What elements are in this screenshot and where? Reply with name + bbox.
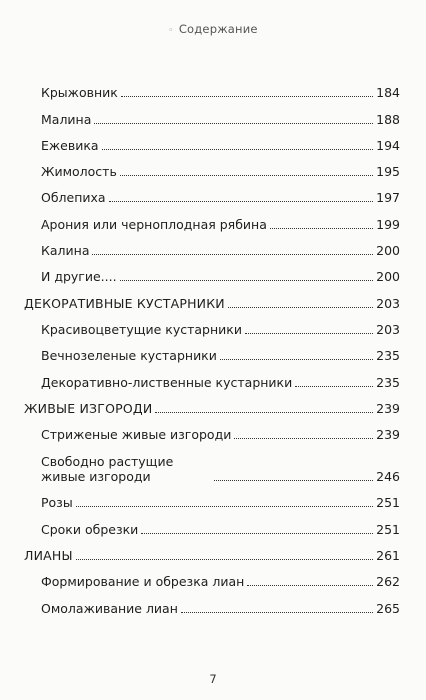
toc-entry[interactable]: [24, 363, 400, 389]
toc-entry[interactable]: [24, 74, 400, 100]
toc-entry[interactable]: [24, 258, 400, 284]
toc-entry-page: 203: [376, 321, 400, 337]
dot-leader: [270, 228, 373, 229]
toc-entry[interactable]: [24, 563, 400, 589]
toc-entry-page: 239: [376, 427, 400, 443]
toc-entry[interactable]: [24, 179, 400, 205]
dot-leader: [109, 201, 374, 202]
toc-section-title: ЖИВЫЕ ИЗГОРОДИ: [24, 400, 153, 416]
toc-entry-page: 188: [376, 111, 400, 127]
toc-section-heading[interactable]: [24, 284, 400, 310]
toc-entry-title: Свободно растущие живые изгороди: [41, 454, 174, 485]
dot-leader: [120, 175, 373, 176]
toc-entry-page: 246: [376, 469, 400, 485]
toc-entry-title: Омолаживание лиан: [41, 600, 178, 616]
toc-entry[interactable]: [24, 100, 400, 126]
toc-entry-page: 261: [376, 548, 400, 564]
header-title: Содержание: [178, 22, 258, 36]
toc-entry-page: 251: [376, 495, 400, 511]
dot-leader: [228, 307, 373, 308]
toc-section-title: ЛИАНЫ: [24, 548, 73, 564]
toc-entry[interactable]: [24, 442, 400, 484]
dot-leader: [234, 438, 373, 439]
toc-entry-title: Декоративно-лиственные кустарники: [41, 374, 293, 390]
toc-entry-page: 184: [376, 85, 400, 101]
toc-entry[interactable]: [24, 416, 400, 442]
header-ornament-icon: ◦: [168, 26, 174, 36]
toc-entry-title: Красивоцветущие кустарники: [41, 321, 242, 337]
toc-entry[interactable]: [24, 153, 400, 179]
dot-leader: [76, 559, 373, 560]
toc-entry-title: Розы: [41, 495, 73, 511]
dot-leader: [247, 585, 373, 586]
toc-entry-page: 203: [376, 295, 400, 311]
toc-entry-page: 194: [376, 137, 400, 153]
toc-entry-title: Калина: [41, 243, 90, 259]
toc-entry[interactable]: [24, 127, 400, 153]
toc-section-heading[interactable]: [24, 537, 400, 563]
toc-entry-page: 235: [376, 348, 400, 364]
toc-entry-page: 195: [376, 164, 400, 180]
toc-entry-title: Арония или черноплодная рябина: [41, 216, 267, 232]
running-header: [0, 22, 426, 36]
dot-leader: [155, 412, 373, 413]
dot-leader: [141, 533, 373, 534]
toc-entry[interactable]: [24, 205, 400, 231]
toc-entry-page: 262: [376, 574, 400, 590]
dot-leader: [295, 386, 373, 387]
dot-leader: [245, 333, 373, 334]
toc-section-heading[interactable]: [24, 390, 400, 416]
dot-leader: [214, 480, 373, 481]
page-number: 7: [209, 672, 217, 686]
toc-entry-page: 251: [376, 521, 400, 537]
toc-entry[interactable]: [24, 589, 400, 615]
toc-entry-page: 265: [376, 600, 400, 616]
toc-entry-title: Малина: [41, 111, 92, 127]
toc-entry-page: 239: [376, 400, 400, 416]
dot-leader: [220, 359, 373, 360]
toc-entry-title: И другие....: [41, 269, 117, 285]
toc-entry[interactable]: [24, 311, 400, 337]
toc-entry-page: 197: [376, 190, 400, 206]
dot-leader: [94, 123, 373, 124]
toc-entry-title: Облепиха: [41, 190, 106, 206]
toc-entry-page: 199: [376, 216, 400, 232]
toc-entry-title: Стриженые живые изгороди: [41, 427, 232, 443]
toc-entry-title: Сроки обрезки: [41, 521, 139, 537]
table-of-contents: [24, 74, 400, 616]
toc-entry-page: 235: [376, 374, 400, 390]
toc-entry-title: Крыжовник: [41, 85, 118, 101]
toc-entry[interactable]: [24, 337, 400, 363]
dot-leader: [92, 254, 373, 255]
toc-entry[interactable]: [24, 510, 400, 536]
dot-leader: [102, 149, 374, 150]
dot-leader: [120, 280, 374, 281]
toc-entry-title: Ежевика: [41, 137, 99, 153]
toc-entry[interactable]: [24, 484, 400, 510]
toc-entry-title: Вечнозеленые кустарники: [41, 348, 217, 364]
dot-leader: [76, 506, 373, 507]
toc-entry-page: 200: [376, 269, 400, 285]
toc-section-title: ДЕКОРАТИВНЫЕ КУСТАРНИКИ: [24, 295, 225, 311]
dot-leader: [181, 612, 373, 613]
toc-entry[interactable]: [24, 232, 400, 258]
dot-leader: [121, 96, 373, 97]
toc-entry-page: 200: [376, 243, 400, 259]
toc-entry-title: Жимолость: [41, 164, 117, 180]
toc-entry-title: Формирование и обрезка лиан: [41, 574, 245, 590]
